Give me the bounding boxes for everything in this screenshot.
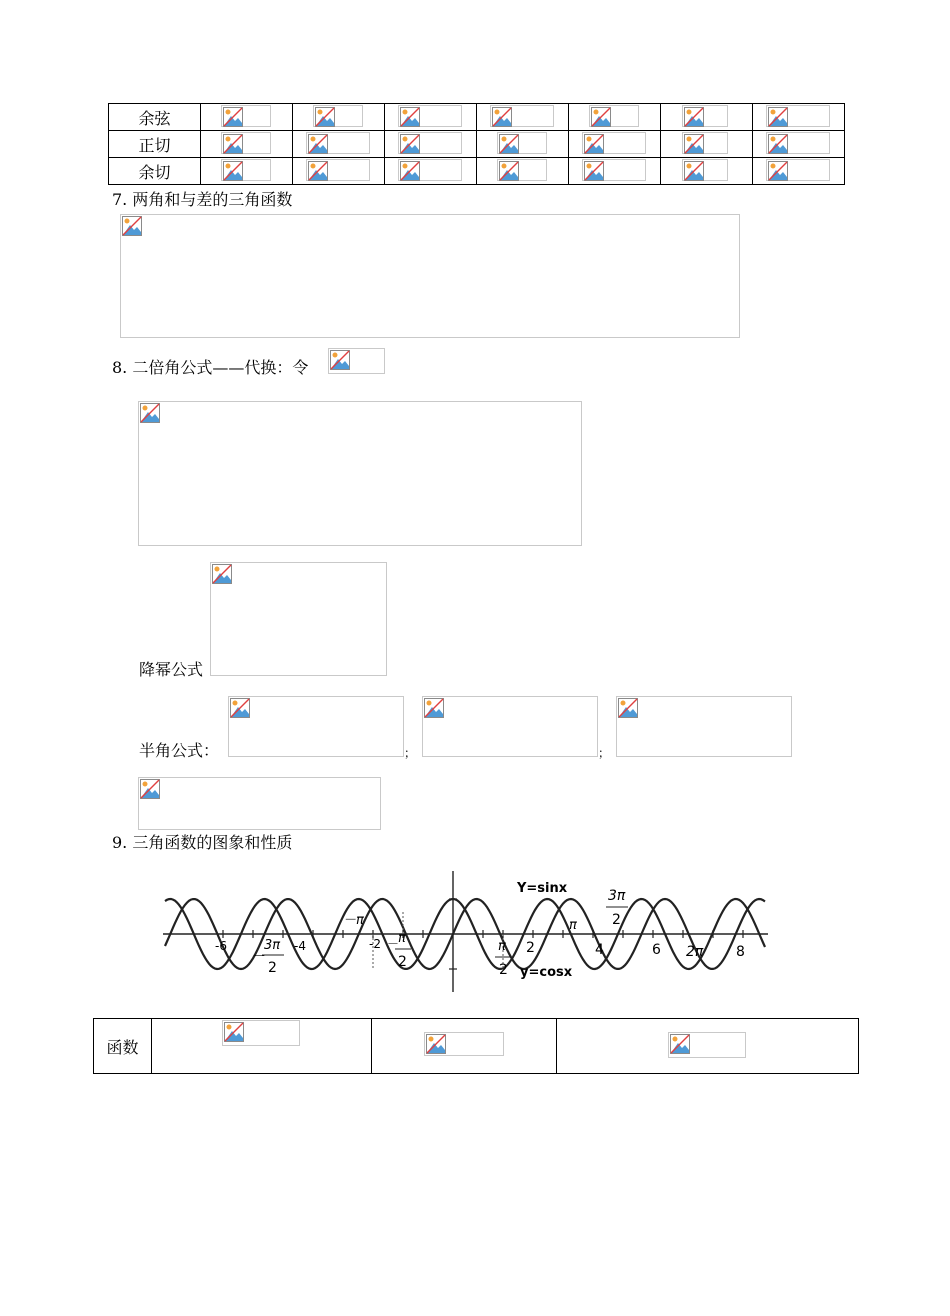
power-reduction-label: 降幂公式 xyxy=(139,660,204,679)
broken-image-icon xyxy=(223,107,243,127)
formula-image xyxy=(398,132,462,154)
formula-image xyxy=(582,132,646,154)
broken-image-icon xyxy=(684,134,704,154)
formula-image xyxy=(589,105,639,127)
broken-image-icon xyxy=(584,134,604,154)
broken-image-icon xyxy=(308,134,328,154)
pi-label: π xyxy=(569,918,577,933)
broken-image-icon xyxy=(768,161,788,181)
formula-image xyxy=(222,1020,300,1046)
pi-half-denominator: 2 xyxy=(499,962,508,978)
tick-label: -2 xyxy=(369,937,381,951)
broken-image-icon xyxy=(223,161,243,181)
row-label-tan: 正切 xyxy=(109,131,201,158)
tick-label: -4 xyxy=(294,939,306,953)
neg-three-pi-denominator: 2 xyxy=(268,960,277,976)
neg-pi-label: －π xyxy=(343,913,364,928)
trig-graph-sin-cos xyxy=(160,866,772,996)
formula-image xyxy=(424,1032,504,1056)
formula-image xyxy=(221,159,271,181)
formula-image xyxy=(398,105,462,127)
formula-image xyxy=(668,1032,746,1058)
broken-image-icon xyxy=(684,161,704,181)
tick-label: -6 xyxy=(215,939,227,953)
broken-image-icon xyxy=(591,107,611,127)
broken-image-icon xyxy=(122,216,142,236)
formula-image xyxy=(306,159,370,181)
broken-image-icon xyxy=(315,107,335,127)
broken-image-icon xyxy=(426,1034,446,1054)
formula-image xyxy=(228,696,404,757)
tick-label: 8 xyxy=(736,944,745,960)
cos-label: y=cosx xyxy=(520,965,573,980)
formula-image xyxy=(328,348,385,374)
broken-image-icon xyxy=(230,698,250,718)
broken-image-icon xyxy=(400,134,420,154)
broken-image-icon xyxy=(618,698,638,718)
neg-pi-half-denominator: 2 xyxy=(398,954,407,970)
formula-image xyxy=(616,696,792,757)
broken-image-icon xyxy=(768,107,788,127)
formula-image xyxy=(221,132,271,154)
broken-image-icon xyxy=(684,107,704,127)
formula-image xyxy=(221,105,271,127)
formula-image xyxy=(490,105,554,127)
broken-image-icon xyxy=(424,698,444,718)
section-9-title: 9. 三角函数的图象和性质 xyxy=(112,833,293,852)
formula-image xyxy=(497,159,547,181)
formula-image xyxy=(422,696,598,757)
section-8-title: 8. 二倍角公式——代换：令 xyxy=(112,358,309,377)
formula-image xyxy=(138,401,582,546)
broken-image-icon xyxy=(499,134,519,154)
broken-image-icon xyxy=(140,779,160,799)
broken-image-icon xyxy=(330,350,350,370)
broken-image-icon xyxy=(499,161,519,181)
sin-label: Y=sinx xyxy=(517,881,568,896)
formula-image xyxy=(398,159,462,181)
half-angle-label: 半角公式： xyxy=(139,741,220,760)
row-label-cos: 余弦 xyxy=(109,104,201,131)
broken-image-icon xyxy=(400,107,420,127)
table-row xyxy=(94,1019,859,1074)
func-header: 函数 xyxy=(94,1019,152,1074)
broken-image-icon xyxy=(584,161,604,181)
separator: ； xyxy=(404,746,417,760)
broken-image-icon xyxy=(224,1022,244,1042)
broken-image-icon xyxy=(308,161,328,181)
function-properties-table xyxy=(93,1018,859,1074)
formula-image xyxy=(766,105,830,127)
broken-image-icon xyxy=(400,161,420,181)
row-label-cot: 余切 xyxy=(109,158,201,185)
broken-image-icon xyxy=(492,107,512,127)
formula-image xyxy=(582,159,646,181)
two-pi-label: 2π xyxy=(686,944,704,960)
neg-sign: － xyxy=(387,937,400,951)
formula-image xyxy=(682,159,728,181)
broken-image-icon xyxy=(212,564,232,584)
neg-sign: － xyxy=(252,949,266,965)
broken-image-icon xyxy=(670,1034,690,1054)
three-pi-numerator: 3π xyxy=(608,888,626,904)
tick-label: 6 xyxy=(652,942,661,958)
broken-image-icon xyxy=(140,403,160,423)
neg-pi-half-numerator: π xyxy=(398,931,406,946)
neg-three-pi-numerator: 3π xyxy=(264,938,281,953)
table-row xyxy=(109,158,845,185)
formula-image xyxy=(682,132,728,154)
table-row xyxy=(109,131,845,158)
table-row xyxy=(109,104,845,131)
broken-image-icon xyxy=(768,134,788,154)
separator: ； xyxy=(598,746,611,760)
formula-image xyxy=(306,132,370,154)
formula-image xyxy=(313,105,363,127)
formula-image xyxy=(682,105,728,127)
tick-label: 4 xyxy=(595,942,604,958)
formula-image xyxy=(766,159,830,181)
three-pi-denominator: 2 xyxy=(612,912,621,928)
formula-image xyxy=(766,132,830,154)
formula-image xyxy=(138,777,381,830)
tick-label: 2 xyxy=(526,940,535,956)
section-7-title: 7. 两角和与差的三角函数 xyxy=(112,190,293,209)
formula-image xyxy=(210,562,387,676)
pi-half-numerator: π xyxy=(498,939,506,954)
formula-image xyxy=(120,214,740,338)
broken-image-icon xyxy=(223,134,243,154)
trig-values-table xyxy=(108,103,845,185)
formula-image xyxy=(497,132,547,154)
